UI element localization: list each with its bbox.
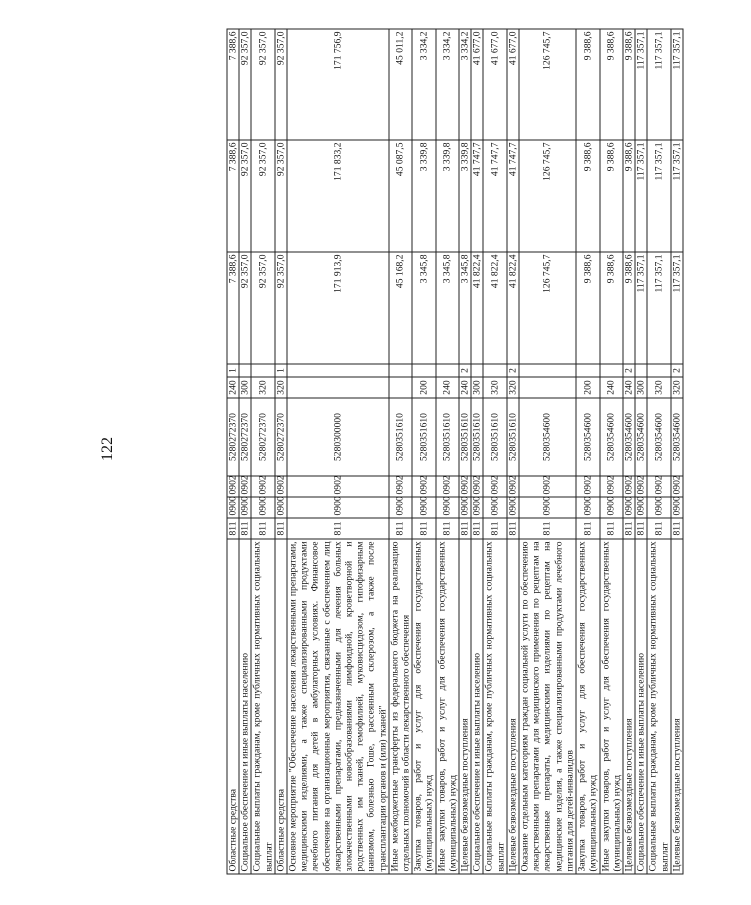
table-row xyxy=(519,29,576,874)
target-article-code-cell: 5280354600 xyxy=(647,398,670,476)
subsection-code-cell: 0902 xyxy=(275,476,287,497)
grbs-code-cell: 811 xyxy=(635,518,647,539)
expense-type-code-cell: 320 xyxy=(483,377,506,398)
amount-year1-cell: 9 388,6 xyxy=(576,252,599,364)
amount-year3-cell: 3 334,2 xyxy=(436,29,459,140)
target-article-code-cell: 5280272370 xyxy=(275,398,287,476)
grbs-code-cell: 811 xyxy=(275,518,287,539)
amount-year1-cell: 45 168,2 xyxy=(389,252,412,364)
rotated-table-container xyxy=(227,30,751,875)
funding-source-cell: 1 xyxy=(275,364,287,377)
amount-year3-cell: 41 677,0 xyxy=(507,29,519,140)
table-row xyxy=(459,29,471,874)
row-name-cell: Областные средства xyxy=(227,539,239,874)
section-code-cell: 0900 xyxy=(483,497,506,518)
row-name-cell: Социальное обеспечение и иные выплаты населению xyxy=(239,539,251,874)
amount-year1-cell: 9 388,6 xyxy=(623,252,635,364)
row-name-cell: Иные межбюджетные трансферты из федерального бюджета на реализацию отдельных полномочий в области лекарственного обеспечения xyxy=(389,539,412,874)
funding-source-cell: 2 xyxy=(507,364,519,377)
amount-year2-cell: 7 388,6 xyxy=(227,140,239,252)
amount-year1-cell: 92 357,0 xyxy=(251,252,274,364)
amount-year1-cell: 3 345,8 xyxy=(412,252,435,364)
amount-year1-cell: 117 357,1 xyxy=(647,252,670,364)
row-name-cell: Социальное обеспечение и иные выплаты населению xyxy=(471,539,483,874)
target-article-code-cell: 5280300000 xyxy=(287,398,389,476)
grbs-code-cell: 811 xyxy=(227,518,239,539)
funding-source-cell xyxy=(471,364,483,377)
grbs-code-cell: 811 xyxy=(600,518,623,539)
section-code-cell: 0900 xyxy=(389,497,412,518)
amount-year2-cell: 3 339,8 xyxy=(459,140,471,252)
expense-type-code-cell: 240 xyxy=(600,377,623,398)
table-row xyxy=(576,29,599,874)
section-code-cell: 0900 xyxy=(576,497,599,518)
expense-type-code-cell xyxy=(287,377,389,398)
expense-type-code-cell xyxy=(519,377,576,398)
row-name-cell: Целевые безвозмездные поступления xyxy=(671,539,683,874)
amount-year3-cell: 3 334,2 xyxy=(412,29,435,140)
section-code-cell: 0900 xyxy=(471,497,483,518)
section-code-cell: 0900 xyxy=(239,497,251,518)
row-name-cell: Социальные выплаты гражданам, кроме публичных нормативных социальных выплат xyxy=(251,539,274,874)
section-code-cell: 0900 xyxy=(287,497,389,518)
amount-year2-cell: 117 357,1 xyxy=(647,140,670,252)
subsection-code-cell: 0902 xyxy=(436,476,459,497)
amount-year2-cell: 92 357,0 xyxy=(239,140,251,252)
expense-type-code-cell: 200 xyxy=(576,377,599,398)
row-name-cell: Целевые безвозмездные поступления xyxy=(623,539,635,874)
subsection-code-cell: 0902 xyxy=(287,476,389,497)
grbs-code-cell: 811 xyxy=(412,518,435,539)
section-code-cell: 0900 xyxy=(519,497,576,518)
row-name-cell: Оказание отдельным категориям граждан социальной услуги по обеспечению лекарственными препаратами для медицинского применения по рецептам на лекарственные препараты, медицинскими изделиями по рецептам на медицинские изделия, а также специализированными продуктами лечебного питания для детей-инвалидов xyxy=(519,539,576,874)
expense-type-code-cell: 240 xyxy=(459,377,471,398)
amount-year1-cell: 41 822,4 xyxy=(471,252,483,364)
amount-year1-cell: 92 357,0 xyxy=(275,252,287,364)
target-article-code-cell: 5280351610 xyxy=(436,398,459,476)
amount-year2-cell: 3 339,8 xyxy=(436,140,459,252)
grbs-code-cell: 811 xyxy=(389,518,412,539)
amount-year2-cell: 45 087,5 xyxy=(389,140,412,252)
amount-year2-cell: 9 388,6 xyxy=(600,140,623,252)
amount-year3-cell: 117 357,1 xyxy=(635,29,647,140)
section-code-cell: 0900 xyxy=(647,497,670,518)
subsection-code-cell: 0902 xyxy=(389,476,412,497)
table-row xyxy=(483,29,506,874)
row-name-cell: Закупка товаров, работ и услуг для обеспечения государственных (муниципальных) нужд xyxy=(576,539,599,874)
table-body xyxy=(227,29,683,874)
expense-type-code-cell xyxy=(389,377,412,398)
funding-source-cell xyxy=(239,364,251,377)
target-article-code-cell: 5280351610 xyxy=(389,398,412,476)
grbs-code-cell: 811 xyxy=(576,518,599,539)
subsection-code-cell: 0902 xyxy=(647,476,670,497)
amount-year3-cell: 171 756,9 xyxy=(287,29,389,140)
expense-type-code-cell: 320 xyxy=(671,377,683,398)
amount-year2-cell: 9 388,6 xyxy=(623,140,635,252)
row-name-cell: Закупка товаров, работ и услуг для обеспечения государственных (муниципальных) нужд xyxy=(412,539,435,874)
target-article-code-cell: 5280351610 xyxy=(507,398,519,476)
amount-year1-cell: 3 345,8 xyxy=(436,252,459,364)
row-name-cell: Областные средства xyxy=(275,539,287,874)
amount-year1-cell: 41 822,4 xyxy=(507,252,519,364)
amount-year2-cell: 3 339,8 xyxy=(412,140,435,252)
table-row xyxy=(412,29,435,874)
amount-year1-cell: 92 357,0 xyxy=(239,252,251,364)
amount-year3-cell: 41 677,0 xyxy=(471,29,483,140)
amount-year2-cell: 9 388,6 xyxy=(576,140,599,252)
amount-year3-cell: 3 334,2 xyxy=(459,29,471,140)
amount-year2-cell: 41 747,7 xyxy=(471,140,483,252)
row-name-cell: Иные закупки товаров, работ и услуг для обеспечения государственных (муниципальных) нужд xyxy=(600,539,623,874)
funding-source-cell xyxy=(287,364,389,377)
amount-year1-cell: 126 745,7 xyxy=(519,252,576,364)
table-row xyxy=(436,29,459,874)
amount-year1-cell: 171 913,9 xyxy=(287,252,389,364)
amount-year3-cell: 117 357,1 xyxy=(671,29,683,140)
amount-year1-cell: 117 357,1 xyxy=(635,252,647,364)
grbs-code-cell: 811 xyxy=(251,518,274,539)
table-row xyxy=(227,29,239,874)
table-row xyxy=(647,29,670,874)
section-code-cell: 0900 xyxy=(275,497,287,518)
funding-source-cell xyxy=(635,364,647,377)
table-row xyxy=(275,29,287,874)
target-article-code-cell: 5280354600 xyxy=(600,398,623,476)
subsection-code-cell: 0902 xyxy=(600,476,623,497)
funding-source-cell xyxy=(389,364,412,377)
amount-year1-cell: 3 345,8 xyxy=(459,252,471,364)
amount-year1-cell: 117 357,1 xyxy=(671,252,683,364)
funding-source-cell xyxy=(576,364,599,377)
subsection-code-cell: 0902 xyxy=(483,476,506,497)
grbs-code-cell: 811 xyxy=(623,518,635,539)
section-code-cell: 0900 xyxy=(227,497,239,518)
funding-source-cell xyxy=(251,364,274,377)
expense-type-code-cell: 320 xyxy=(647,377,670,398)
subsection-code-cell: 0902 xyxy=(239,476,251,497)
row-name-cell: Социальные выплаты гражданам, кроме публичных нормативных социальных выплат xyxy=(647,539,670,874)
subsection-code-cell: 0902 xyxy=(459,476,471,497)
amount-year3-cell: 92 357,0 xyxy=(239,29,251,140)
target-article-code-cell: 5280351610 xyxy=(412,398,435,476)
funding-source-cell xyxy=(412,364,435,377)
expense-type-code-cell: 300 xyxy=(471,377,483,398)
expense-type-code-cell: 320 xyxy=(251,377,274,398)
expense-type-code-cell: 240 xyxy=(623,377,635,398)
grbs-code-cell: 811 xyxy=(239,518,251,539)
amount-year1-cell: 41 822,4 xyxy=(483,252,506,364)
grbs-code-cell: 811 xyxy=(483,518,506,539)
section-code-cell: 0900 xyxy=(600,497,623,518)
row-name-cell: Социальные выплаты гражданам, кроме публичных нормативных социальных выплат xyxy=(483,539,506,874)
target-article-code-cell: 5280354600 xyxy=(671,398,683,476)
amount-year2-cell: 41 747,7 xyxy=(483,140,506,252)
amount-year1-cell: 7 388,6 xyxy=(227,252,239,364)
amount-year2-cell: 117 357,1 xyxy=(635,140,647,252)
expense-type-code-cell: 240 xyxy=(436,377,459,398)
amount-year2-cell: 41 747,7 xyxy=(507,140,519,252)
table-row xyxy=(251,29,274,874)
section-code-cell: 0900 xyxy=(671,497,683,518)
target-article-code-cell: 5280351610 xyxy=(483,398,506,476)
amount-year2-cell: 92 357,0 xyxy=(275,140,287,252)
grbs-code-cell: 811 xyxy=(519,518,576,539)
target-article-code-cell: 5280354600 xyxy=(519,398,576,476)
funding-source-cell: 2 xyxy=(459,364,471,377)
target-article-code-cell: 5280272370 xyxy=(227,398,239,476)
table-row xyxy=(635,29,647,874)
funding-source-cell xyxy=(519,364,576,377)
subsection-code-cell: 0902 xyxy=(412,476,435,497)
subsection-code-cell: 0902 xyxy=(671,476,683,497)
section-code-cell: 0900 xyxy=(623,497,635,518)
amount-year3-cell: 117 357,1 xyxy=(647,29,670,140)
section-code-cell: 0900 xyxy=(412,497,435,518)
target-article-code-cell: 5280354600 xyxy=(576,398,599,476)
grbs-code-cell: 811 xyxy=(671,518,683,539)
grbs-code-cell: 811 xyxy=(459,518,471,539)
amount-year2-cell: 92 357,0 xyxy=(251,140,274,252)
target-article-code-cell: 5280351610 xyxy=(471,398,483,476)
grbs-code-cell: 811 xyxy=(436,518,459,539)
table-row xyxy=(671,29,683,874)
table-row xyxy=(600,29,623,874)
grbs-code-cell: 811 xyxy=(471,518,483,539)
amount-year1-cell: 9 388,6 xyxy=(600,252,623,364)
amount-year3-cell: 92 357,0 xyxy=(251,29,274,140)
expense-type-code-cell: 300 xyxy=(635,377,647,398)
subsection-code-cell: 0902 xyxy=(576,476,599,497)
subsection-code-cell: 0902 xyxy=(507,476,519,497)
funding-source-cell: 1 xyxy=(227,364,239,377)
grbs-code-cell: 811 xyxy=(287,518,389,539)
amount-year3-cell: 41 677,0 xyxy=(483,29,506,140)
row-name-cell: Основное мероприятие "Обеспечение населения лекарственными препаратами, медицинскими изделиями, а также специализированными продуктами лечебного питания для детей в амбулаторных условиях. Финансовое обеспечение на организационные мероприятия, связанные с обеспечением лиц лекарственными препаратами, предназначенными для лечения больных злокачественными новообразованиями лимфоидной, кроветворной и родственных им тканей, гемофилией, муковисцидозом, гипофизарным нанизмом, болезнью Гоше, рассеянным склерозом, а также после трансплантации органов и (или) тканей" xyxy=(287,539,389,874)
budget-table xyxy=(227,29,684,875)
subsection-code-cell: 0902 xyxy=(251,476,274,497)
table-row xyxy=(507,29,519,874)
row-name-cell: Целевые безвозмездные поступления xyxy=(507,539,519,874)
amount-year3-cell: 9 388,6 xyxy=(623,29,635,140)
grbs-code-cell: 811 xyxy=(507,518,519,539)
row-name-cell: Целевые безвозмездные поступления xyxy=(459,539,471,874)
table-row xyxy=(389,29,412,874)
subsection-code-cell: 0902 xyxy=(635,476,647,497)
subsection-code-cell: 0902 xyxy=(623,476,635,497)
amount-year3-cell: 9 388,6 xyxy=(600,29,623,140)
table-row xyxy=(623,29,635,874)
funding-source-cell xyxy=(483,364,506,377)
subsection-code-cell: 0902 xyxy=(227,476,239,497)
amount-year2-cell: 171 833,2 xyxy=(287,140,389,252)
amount-year3-cell: 45 011,2 xyxy=(389,29,412,140)
expense-type-code-cell: 320 xyxy=(275,377,287,398)
funding-source-cell: 2 xyxy=(623,364,635,377)
subsection-code-cell: 0902 xyxy=(519,476,576,497)
amount-year3-cell: 92 357,0 xyxy=(275,29,287,140)
funding-source-cell xyxy=(436,364,459,377)
expense-type-code-cell: 320 xyxy=(507,377,519,398)
amount-year2-cell: 126 745,7 xyxy=(519,140,576,252)
table-row xyxy=(287,29,389,874)
table-row xyxy=(239,29,251,874)
target-article-code-cell: 5280272370 xyxy=(251,398,274,476)
target-article-code-cell: 5280272370 xyxy=(239,398,251,476)
section-code-cell: 0900 xyxy=(459,497,471,518)
section-code-cell: 0900 xyxy=(635,497,647,518)
amount-year3-cell: 7 388,6 xyxy=(227,29,239,140)
funding-source-cell xyxy=(600,364,623,377)
row-name-cell: Иные закупки товаров, работ и услуг для обеспечения государственных (муниципальных) нужд xyxy=(436,539,459,874)
amount-year2-cell: 117 357,1 xyxy=(671,140,683,252)
funding-source-cell xyxy=(647,364,670,377)
section-code-cell: 0900 xyxy=(436,497,459,518)
target-article-code-cell: 5280351610 xyxy=(459,398,471,476)
target-article-code-cell: 5280354600 xyxy=(635,398,647,476)
expense-type-code-cell: 300 xyxy=(239,377,251,398)
target-article-code-cell: 5280354600 xyxy=(623,398,635,476)
amount-year3-cell: 9 388,6 xyxy=(576,29,599,140)
table-row xyxy=(471,29,483,874)
expense-type-code-cell: 200 xyxy=(412,377,435,398)
funding-source-cell: 2 xyxy=(671,364,683,377)
expense-type-code-cell: 240 xyxy=(227,377,239,398)
section-code-cell: 0900 xyxy=(507,497,519,518)
page-number: 122 xyxy=(99,437,116,461)
amount-year3-cell: 126 745,7 xyxy=(519,29,576,140)
subsection-code-cell: 0902 xyxy=(471,476,483,497)
grbs-code-cell: 811 xyxy=(647,518,670,539)
section-code-cell: 0900 xyxy=(251,497,274,518)
row-name-cell: Социальное обеспечение и иные выплаты населению xyxy=(635,539,647,874)
